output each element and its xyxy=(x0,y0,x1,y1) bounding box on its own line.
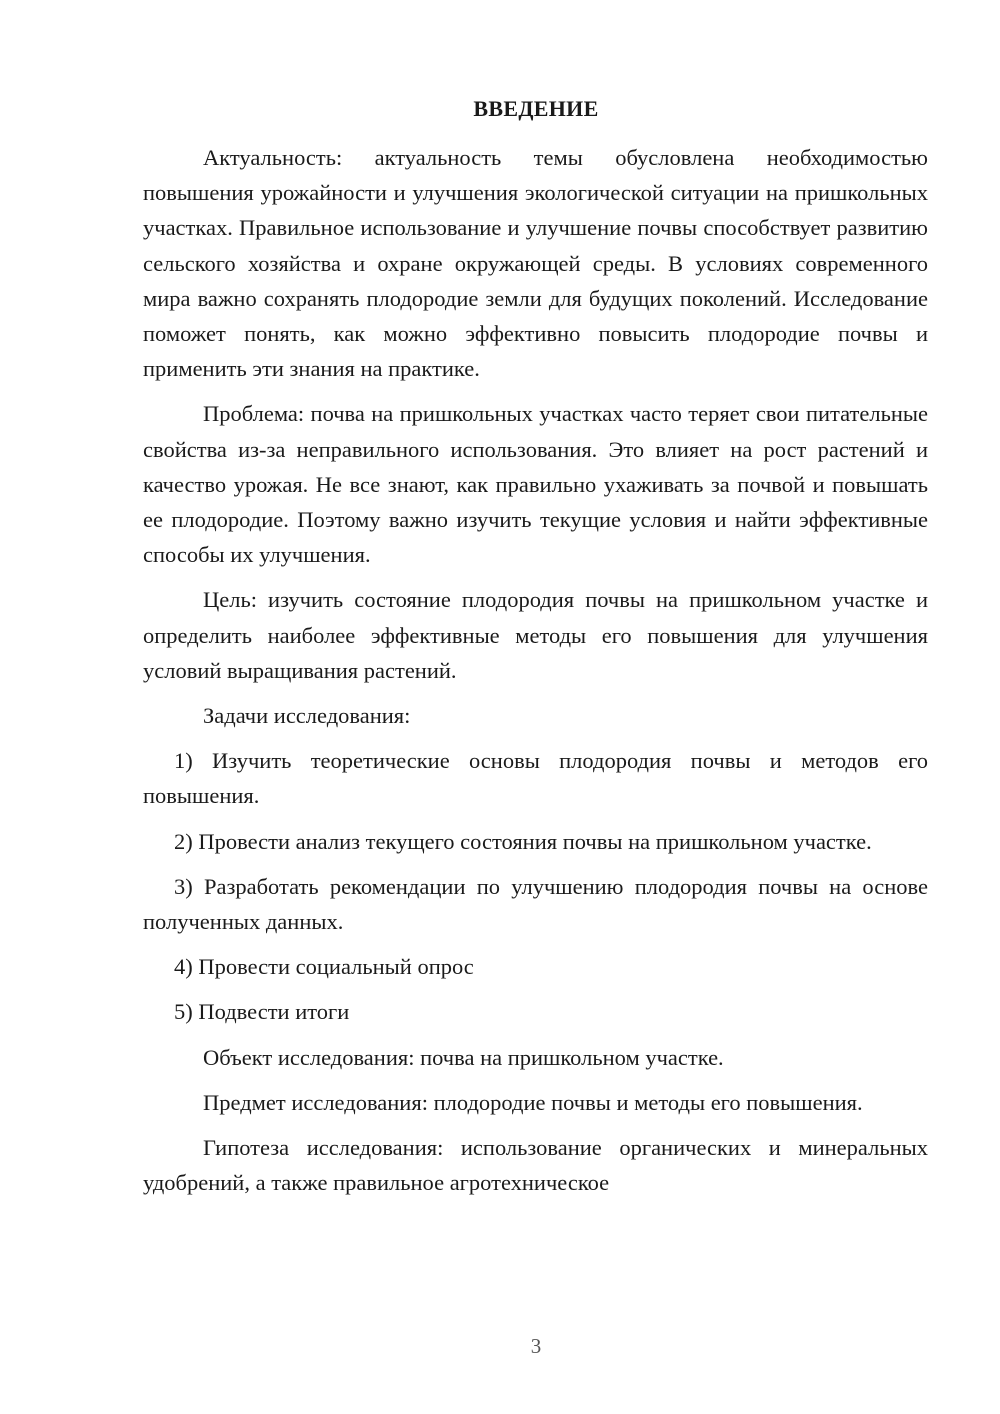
task-item-1: 1) Изучить теоретические основы плодородия почвы и методов его повышения. xyxy=(143,748,928,809)
paragraph-goal: Цель: изучить состояние плодородия почвы на пришкольном участке и определить наиболее эффективные методы его повышения для улучшения условий выращивания растений. xyxy=(143,587,928,683)
paragraph-relevance: Актуальность: актуальность темы обусловлена необходимостью повышения урожайности и улучшения экологической ситуации на пришкольных участках. Правильное использование и улучшение почвы способствует развитию сельского хозяйства и охране окружающей среды. В условиях современного мира важно сохранять плодородие земли для будущих поколений. Исследование поможет понять, как можно эффективно повысить плодородие почвы и применить эти знания на практике. xyxy=(143,145,928,382)
task-item-2: 2) Провести анализ текущего состояния почвы на пришкольном участке. xyxy=(174,828,872,854)
page-number: 3 xyxy=(530,1334,542,1358)
paragraph-subject: Предмет исследования: плодородие почвы и методы его повышения. xyxy=(203,1089,863,1115)
paragraph-object: Объект исследования: почва на пришкольном участке. xyxy=(203,1044,724,1070)
task-item-5: 5) Подвести итоги xyxy=(174,999,350,1025)
task-item-4: 4) Провести социальный опрос xyxy=(174,954,474,980)
task-item-3: 3) Разработать рекомендации по улучшению плодородия почвы на основе полученных данных. xyxy=(143,873,928,935)
paragraph-tasks-heading: Задачи исследования: xyxy=(203,703,411,729)
document-body xyxy=(143,140,928,1200)
page-title: ВВЕДЕНИЕ xyxy=(473,96,599,121)
paragraph-hypothesis: Гипотеза исследования: использование органических и минеральных удобрений, а также правильное агротехническое xyxy=(143,1135,928,1196)
paragraph-problem: Проблема: почва на пришкольных участках часто теряет свои питательные свойства из-за неправильного использования. Это влияет на рост растений и качество урожая. Не все знают, как правильно ухаживать за почвой и повышать ее плодородие. Поэтому важно изучить текущие условия и найти эффективные способы их улучшения. xyxy=(143,401,928,568)
